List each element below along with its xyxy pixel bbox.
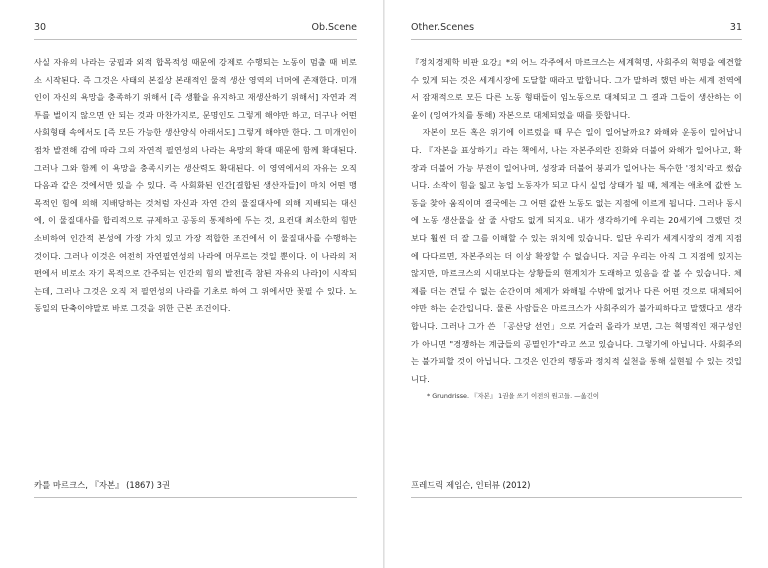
left-paragraph-1: 사실 자유의 나라는 궁핍과 외적 합목적성 때문에 강제로 수행되는 노동이 멈출 때 비로소 시작된다. 즉 그것은 사태의 본질상 본래적인 물적 생산 영역의 너머에 존재한다. 미개인이 자신의 욕망을 충족하기 위해서 [즉 생활을 유지하고 재생산하기 위해서] 자연과 격투를 벌이지 않으면 안 되는 것과 마찬가지로, 문명인도 그렇게 해야만 하고, 더구나 어떤 사회형태 속에서도 [즉 모든 가능한 생산양식 아래서도] 그렇게 해야만 한다. 그 미개인이 점차 발전해 감에 따라 그의 자연적 필연성의 나라는 욕망의 확대 때문에 함께 확대된다. 그러나 그와 함께 이 욕망을 충족시키는 생산력도 확대된다. 이 영역에서의 자유는 오직 다음과 같은 것에서만 있을 수 있다. 즉 사회화된 인간[결합된 생산자들]이 마치 어떤 맹목적인 힘에 의해 지배당하는 것처럼 자신과 자연 간의 물질대사에 의해 지배되는 대신에, 이 물질대사를 합리적으로 규제하고 공동의 통제하에 두는 것, 요컨대 최소한의 힘만 소비하여 인간적 본성에 가장 가치 있고 가장 적합한 조건에서 이 물질대사를 수행하는 것이다. 그러나 이것은 여전히 자연필연성의 나라에 머무르는 것일 뿐이다. 이 나라의 저편에서 비로소 자기 목적으로 간주되는 인간의 힘의 발전[즉 참된 자유의 나라]이 시작되는데, 그러나 그것은 오직 저 필연성의 나라를 기초로 하여 그 위에서만 꽃필 수 있다. 노동일의 단축이야말로 바로 그것을 위한 근본 조건이다. — [34, 57, 357, 314]
left-running-head: Ob.Scene — [311, 22, 357, 33]
right-page-header — [411, 22, 742, 40]
left-page — [0, 0, 383, 568]
right-body-text — [411, 54, 742, 388]
right-paragraph-2: 자본이 모든 혹은 위기에 이르렀을 때 무슨 일이 일어날까요? 와해와 운동이 일어납니다. 『자본을 표상하기』라는 책에서, 나는 자본주의란 진화와 더불어 와해가 일어나고, 확장과 더불어 가능 부전이 일어나며, 성장과 더불어 붕괴가 일어나는 특수한 '정치'라고 썼습니다. 소작이 힘을 잃고 농업 노동자가 되고 다시 실업 상태가 될 때, 체계는 애초에 값싼 노동을 찾아 움직이며 결국에는 그 어떤 값싼 노동도 없는 지점에 이르게 됩니다. 그러나 동시에 노동 생산물을 살 줄 사람도 없게 되지요. 내가 생각하기에 우리는 20세기에 그랬던 것보다 훨씬 더 잘 그를 이해할 수 있는 위치에 있습니다. 일단 우리가 세계시장의 경계 지점에 다다르면, 자본주의는 더 이상 확장할 수 없습니다. 지금 우리는 아직 그 지점에 있지는 않지만, 마르크스의 시대보다는 상황들의 현계치가 도래하고 있음을 잘 볼 수 있습니다. 체제를 더는 견딜 수 없는 순간이며 체제가 와해될 수밖에 없거나 다른 어떤 것으로 대체되어야만 하는 순간입니다. 물론 사람들은 마르크스가 사회주의가 불가피하다고 말했다고 생각합니다. 그러나 그가 쓴 「공산당 선언」으로 거슬러 올라가 보면, 그는 혁명적인 재구성인가 아니면 "경쟁하는 계급들의 공멸인가"라고 쓰고 있습니다. 그렇기에 아닙니다. 사회주의는 불가피할 것이 아닙니다. 그것은 인간의 행동과 정치적 실천을 통해 실현될 수 있는 것입니다. — [411, 127, 742, 384]
right-paragraph-1: 『정치경제학 비판 요강』*의 어느 각주에서 마르크스는 세계혁명, 사회주의 혁명을 예견할 수 있게 되는 것은 세계시장에 도달할 때라고 말합니다. 그가 말하려 했던 바는 세계 전역에서 잠재적으로 모든 다른 노동 형태들이 임노동으로 대체되고 그 결과 그들이 생산하는 이윤이 (잉여가치를 통해) 자본으로 대체되었을 때를 뜻합니다. — [411, 57, 742, 120]
left-page-header — [34, 22, 357, 40]
left-page-number: 30 — [34, 22, 47, 33]
right-footnote: * Grundrisse. 『자본』 1권을 쓰기 이전의 원고들. —옮긴이 — [427, 392, 600, 401]
left-body-text — [34, 54, 357, 318]
right-page-footer: 프레드릭 제임슨, 인터뷰 (2012) — [411, 479, 742, 498]
left-page-footer: 카를 마르크스, 『자본』 (1867) 3권 — [34, 479, 357, 498]
right-page-number: 31 — [729, 22, 742, 33]
right-running-head: Other.Scenes — [411, 22, 475, 33]
right-page — [385, 0, 768, 568]
